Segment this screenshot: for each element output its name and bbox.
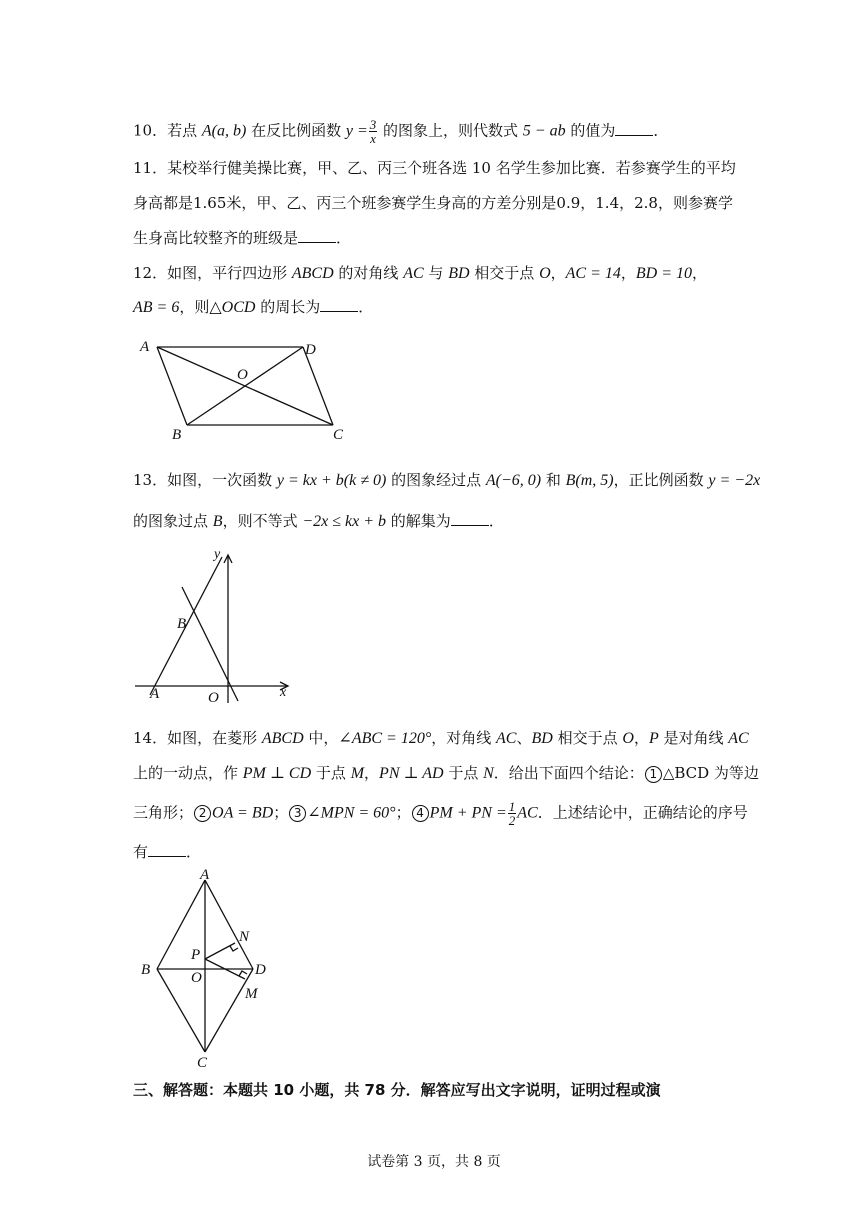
label-O: O xyxy=(191,970,202,986)
label-y: y xyxy=(214,547,221,562)
question-11-line1: 11．某校举行健美操比赛，甲、乙、丙三个班各选 10 名学生参加比赛．若参赛学生的平均 xyxy=(133,159,736,177)
question-10: 10．若点 A(a, b) 在反比例函数 y = $\frac{3}{x}$ 的图象上，则代数式 5 − ab 的值为 ． xyxy=(133,117,669,146)
answer-blank xyxy=(298,228,336,243)
label-C: C xyxy=(333,427,344,443)
circled-number-2: 2 xyxy=(194,805,211,822)
label-B: B xyxy=(141,962,151,978)
label-x: x xyxy=(280,685,287,700)
label-A: A xyxy=(150,686,160,702)
label-N: N xyxy=(239,929,250,945)
question-14-line1: 14．如图，在菱形 ABCD 中，∠ABC = 120°，对角线 AC、BD 相交于点 O，P 是对角线 AC xyxy=(133,729,749,747)
linear-function-figure xyxy=(130,545,300,710)
label-B: B xyxy=(172,427,182,443)
circled-number-4: 4 xyxy=(412,805,429,822)
question-14-line3: 三角形； 2 OA = BD； 3 ∠MPN = 60°； 4 PM + PN = $\frac{1}{2}$ AC．上述结论中，正确结论的序号 xyxy=(133,799,748,828)
label-C: C xyxy=(197,1055,208,1070)
label-D: D xyxy=(255,962,266,978)
label-A: A xyxy=(200,867,210,883)
question-12-line1: 12．如图，平行四边形 ABCD 的对角线 AC 与 BD 相交于点 O，AC = 14，BD = 10， xyxy=(133,264,708,282)
question-13-line2: 的图象过点 B，则不等式 −2x ≤ kx + b 的解集为 ． xyxy=(133,512,504,530)
section-3-heading: 三、解答题：本题共 10 小题，共 78 分．解答应写出文字说明，证明过程或演 xyxy=(133,1081,661,1099)
circled-number-3: 3 xyxy=(289,805,306,822)
question-11-line2: 身高都是1.65米，甲、乙、丙三个班参赛学生身高的方差分别是0.9，1.4，2.8，则参赛学 xyxy=(133,194,733,212)
label-P: P xyxy=(191,947,201,963)
parallelogram-figure xyxy=(135,335,360,445)
circled-number-1: 1 xyxy=(645,766,662,783)
answer-blank xyxy=(148,842,186,857)
question-14-line4: 有 ． xyxy=(133,843,202,861)
fraction-one-half: $\frac{1}{2}$ xyxy=(508,799,516,828)
page-footer: 试卷第 3 页，共 8 页 xyxy=(367,1154,501,1170)
label-O: O xyxy=(237,367,248,383)
rhombus-figure xyxy=(135,865,275,1070)
question-11-line3: 生身高比较整齐的班级是 ． xyxy=(133,229,352,247)
fraction-3-over-x: $\frac{3}{x}$ xyxy=(369,117,377,146)
label-A: A xyxy=(140,339,150,355)
label-B: B xyxy=(177,616,187,632)
answer-blank xyxy=(451,511,489,526)
label-M: M xyxy=(245,986,258,1002)
label-O: O xyxy=(208,690,219,706)
answer-blank xyxy=(320,297,358,312)
label-D: D xyxy=(305,342,316,358)
answer-blank xyxy=(615,121,653,136)
question-13-line1: 13．如图，一次函数 y = kx + b(k ≠ 0) 的图象经过点 A(−6, 0) 和 B(m, 5)，正比例函数 y = −2x xyxy=(133,471,761,489)
question-12-line2: AB = 6，则△OCD 的周长为 ． xyxy=(133,298,374,316)
question-14-line2: 上的一动点，作 PM ⊥ CD 于点 M，PN ⊥ AD 于点 N．给出下面四个结论： 1 △BCD 为等边 xyxy=(133,764,759,782)
